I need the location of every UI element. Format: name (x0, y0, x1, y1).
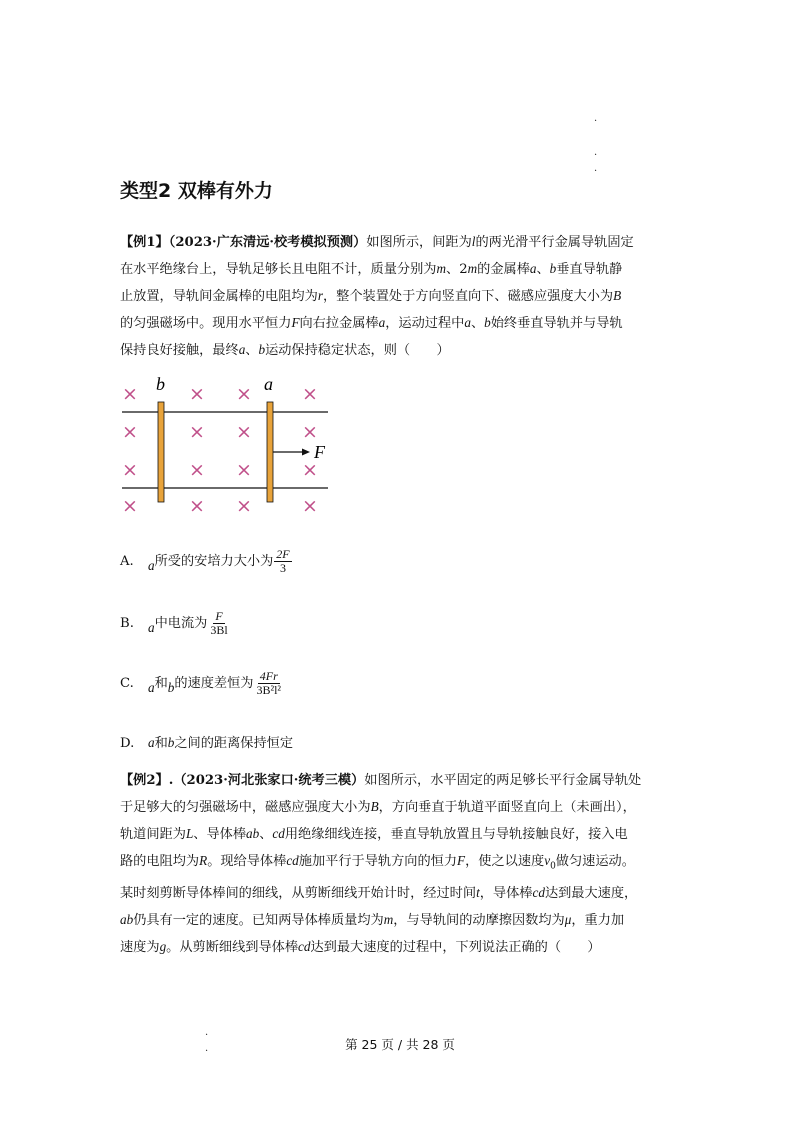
var: a (148, 680, 155, 695)
magnetic-field-marks (122, 383, 318, 517)
rail-diagram (118, 372, 333, 520)
text: 路的电阻均为 (120, 854, 200, 869)
fraction (208, 610, 229, 637)
var: r (317, 288, 323, 303)
option-text: 和 (154, 736, 168, 751)
example1-line-1 (120, 229, 680, 256)
var: l (471, 234, 476, 249)
text: 的匀强磁场中。现用水平恒力 (120, 316, 292, 331)
text: 、导体棒 (193, 827, 247, 842)
var: b (167, 680, 175, 695)
var: a (148, 558, 155, 573)
text: 做匀速运动。 (555, 854, 635, 869)
option-label: D. (120, 736, 135, 751)
text: 垂直导轨静 (556, 262, 623, 277)
text: 速度为 (120, 939, 160, 955)
text: 。现给导体棒 (207, 854, 287, 869)
text: 达到最大速度， (544, 885, 638, 901)
example1-line-5 (120, 337, 680, 364)
text: ，整个装置处于方向竖直向下、磁感应强度大小为 (322, 289, 614, 304)
option-text: 和 (154, 676, 168, 691)
field-mark: × (122, 459, 138, 481)
field-mark: × (122, 383, 138, 405)
fraction (255, 670, 284, 697)
text: 轨道间距为 (120, 827, 186, 842)
text: 始终垂直导轨并与导轨 (490, 316, 623, 331)
example1-source: （2023·广东清远·校考模拟预测） (168, 235, 367, 250)
var: F (457, 853, 466, 868)
text: 施加平行于导轨方向的恒力 (298, 854, 458, 869)
margin-dot: · (205, 1046, 209, 1057)
var: t (476, 884, 480, 900)
text: 于足够大的匀强磁场中，磁感应强度大小为 (120, 800, 371, 815)
var: a (378, 315, 386, 330)
margin-dot: · (205, 1030, 209, 1041)
var: b (549, 261, 557, 276)
field-mark: × (236, 383, 252, 405)
var: B (613, 288, 622, 303)
var: b (258, 342, 266, 357)
example1-line-4 (120, 310, 680, 337)
text: 达到最大速度的过程中，下列说法正确的（ ） (310, 939, 601, 955)
example2-line-1 (120, 768, 680, 794)
field-mark: × (189, 383, 205, 405)
section-title: 类型2 双棒有外力 (120, 180, 273, 202)
var: μ (564, 911, 572, 927)
text: 的两光滑平行金属导轨固定 (475, 235, 634, 250)
text: 如图所示，水平固定的两足够长平行金属导轨处 (364, 773, 642, 788)
text: 、 (245, 343, 259, 358)
text: 、 (470, 316, 485, 331)
var: R (199, 853, 208, 868)
option-d[interactable] (120, 732, 293, 751)
field-mark: × (302, 459, 318, 481)
denominator: 3Bl (210, 623, 228, 637)
text: 、 (536, 262, 550, 277)
text: 保持良好接触，最终 (120, 343, 239, 358)
example1-line-3 (120, 283, 680, 310)
var: ab (246, 826, 260, 841)
var: F (291, 315, 300, 330)
var: a (529, 261, 537, 276)
var: m (467, 261, 478, 276)
example2-line-7 (120, 934, 680, 961)
label-b: b (156, 374, 165, 394)
example2-line-5 (120, 880, 680, 907)
label-a: a (264, 374, 273, 394)
field-mark: × (189, 459, 205, 481)
option-c[interactable] (120, 670, 283, 697)
field-mark: × (189, 421, 205, 443)
option-text: 所受的安培力大小为 (154, 554, 274, 569)
text: ，与导轨间的动摩擦因数均为 (393, 912, 565, 928)
text: ，方向垂直于轨道平面竖直向上（未画出）， (378, 800, 636, 815)
text: 止放置，导轨间金属棒的电阻均为 (120, 289, 318, 304)
example2-line-2 (120, 794, 680, 821)
field-mark: × (302, 495, 318, 517)
var: a (238, 342, 246, 357)
var: B (370, 799, 379, 814)
option-b[interactable] (120, 610, 230, 637)
var: b (167, 735, 175, 750)
option-text: 中电流为 (154, 616, 208, 631)
text: ，重力加 (571, 912, 625, 928)
text: 。从剪断细线到导体棒 (166, 939, 299, 955)
numerator: 2F (276, 547, 290, 561)
var: a (464, 315, 471, 330)
var: a (148, 735, 155, 750)
option-text: 之间的距离保持恒定 (174, 736, 294, 751)
denominator: 3 (279, 561, 286, 575)
text: 向右拉金属棒 (299, 316, 379, 331)
example2-source: （2023·河北张家口·统考三模） (173, 773, 365, 788)
var: a (148, 620, 155, 635)
text: 仍具有一定的速度。已知两导体棒质量均为 (133, 912, 384, 928)
text: 、 (259, 827, 273, 842)
var: L (185, 826, 194, 841)
label-F: F (314, 442, 325, 462)
var: cd (532, 884, 545, 900)
example2-text (120, 768, 680, 961)
numerator: 4Fr (259, 669, 278, 683)
option-label: B. (120, 616, 134, 631)
force-arrow-head (302, 449, 310, 456)
field-mark: × (189, 495, 205, 517)
fraction (274, 548, 291, 575)
option-a[interactable] (120, 548, 292, 575)
field-mark: × (236, 459, 252, 481)
example2-line-4 (120, 848, 680, 880)
margin-dot: · (594, 116, 598, 127)
field-mark: × (302, 421, 318, 443)
var: m (436, 261, 447, 276)
var: ab (120, 911, 134, 927)
text: 运动保持稳定状态，则（ ） (265, 343, 450, 358)
var: cd (286, 853, 299, 868)
text: 如图所示，间距为 (366, 235, 472, 250)
option-label: C. (120, 676, 134, 691)
rod-b (158, 402, 164, 502)
text: 用绝缘细线连接，垂直导轨放置且与导轨接触良好，接入电 (284, 827, 628, 842)
var: b (484, 315, 491, 330)
page-footer: 第 25 页 / 共 28 页 (345, 1037, 455, 1052)
rod-a (267, 402, 273, 502)
var: m (383, 911, 394, 927)
option-text: 的速度差恒为 (174, 676, 254, 691)
text: ，使之以速度 (465, 854, 545, 869)
margin-dot: · (594, 166, 598, 177)
option-label: A. (120, 554, 134, 569)
example2-tag: 【例2】. (120, 773, 174, 788)
numerator: F (215, 609, 223, 623)
var: cd (272, 826, 285, 841)
field-mark: × (122, 495, 138, 517)
example1-text (120, 229, 680, 364)
example2-line-6 (120, 907, 680, 934)
field-mark: × (236, 421, 252, 443)
text: ，导体棒 (479, 885, 533, 901)
text: ，运动过程中 (385, 316, 465, 331)
denominator: 3B²l² (256, 683, 282, 697)
text: 的金属棒 (477, 262, 530, 277)
text: 某时刻剪断导体棒间的细线，从剪断细线开始计时，经过时间 (120, 885, 477, 901)
margin-dot: · (594, 150, 598, 161)
subscript: 0 (550, 861, 556, 872)
field-mark: × (236, 495, 252, 517)
var: cd (298, 938, 311, 954)
var: v (544, 853, 551, 868)
var: g (159, 938, 167, 954)
field-mark: × (302, 383, 318, 405)
example1-tag: 【例1】 (120, 235, 169, 250)
text: 、2 (446, 262, 468, 277)
field-mark: × (122, 421, 138, 443)
example2-line-3 (120, 821, 680, 848)
example1-line-2 (120, 256, 680, 283)
text: 在水平绝缘台上，导轨足够长且电阻不计，质量分别为 (120, 262, 437, 277)
